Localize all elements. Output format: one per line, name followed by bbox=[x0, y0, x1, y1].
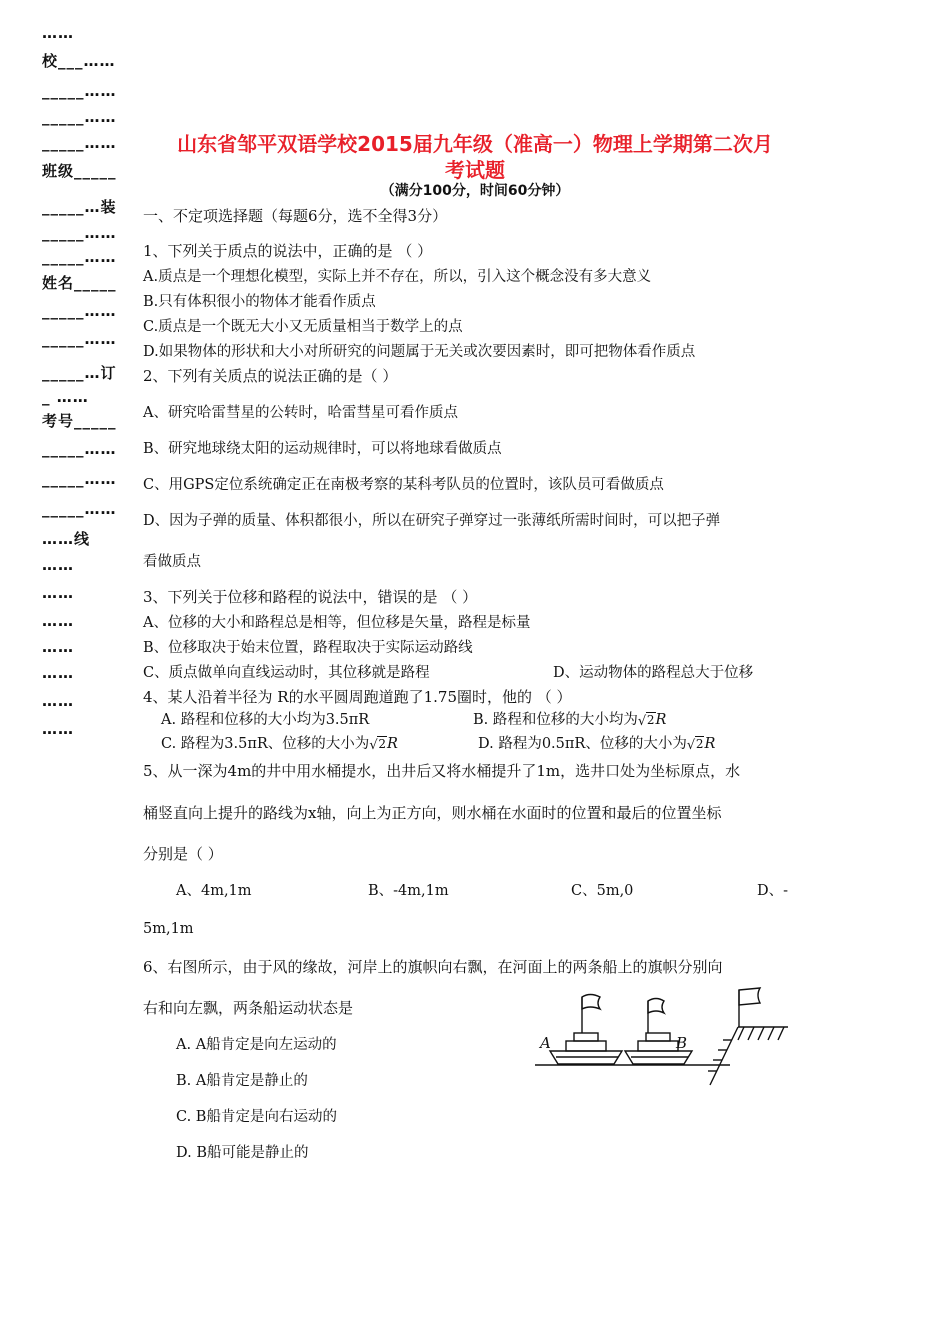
q1-option-b: B.只有体积很小的物体才能看作质点 bbox=[143, 294, 376, 310]
boats-flags-diagram bbox=[530, 985, 795, 1095]
q2-option-c: C、用GPS定位系统确定正在南极考察的某科考队员的位置时，该队员可看做质点 bbox=[143, 477, 664, 493]
q2-option-d: D、因为子弹的质量、体积都很小，所以在研究子弹穿过一张薄纸所需时间时，可以把子弹 bbox=[143, 513, 721, 529]
margin-line: _____…… bbox=[42, 500, 117, 518]
q2-option-a: A、研究哈雷彗星的公转时，哈雷彗星可看作质点 bbox=[143, 405, 458, 421]
q4-option-a: A. 路程和位移的大小均为3.5πR bbox=[161, 712, 370, 728]
margin-line: …… bbox=[42, 664, 74, 682]
q4-option-c: C. 路程为3.5πR、位移的大小为√ 2R bbox=[161, 732, 398, 753]
q5-option-a: A、4m,1m bbox=[176, 883, 252, 899]
q3-option-a: A、位移的大小和路程总是相等，但位移是矢量，路程是标量 bbox=[143, 615, 531, 631]
section-heading: 一、不定项选择题（每题6分，选不全得3分） bbox=[143, 207, 448, 225]
q6-line2: 右和向左飘，两条船运动状态是 bbox=[143, 999, 354, 1017]
margin-line: _____…… bbox=[42, 330, 117, 348]
boat-b-flag bbox=[648, 999, 664, 1014]
shore-flag bbox=[739, 988, 760, 1005]
margin-line: …… bbox=[42, 556, 74, 574]
margin-line: …… bbox=[42, 24, 74, 42]
margin-line: …… bbox=[42, 638, 74, 656]
margin-line: 考号_____ bbox=[42, 412, 117, 430]
q5-line1: 5、从一深为4m的井中用水桶提水，出井后又将水桶提升了1m，选井口处为坐标原点，水 bbox=[143, 762, 741, 780]
q1-option-c: C.质点是一个既无大小又无质量相当于数学上的点 bbox=[143, 319, 463, 335]
margin-line: _____…… bbox=[42, 108, 117, 126]
q3-option-d: D、运动物体的路程总大于位移 bbox=[553, 665, 754, 681]
q5-option-c: C、5m,0 bbox=[571, 883, 634, 899]
margin-line: _____…… bbox=[42, 224, 117, 242]
q5-line3: 分别是（ ） bbox=[143, 845, 223, 863]
margin-line: 校___…… bbox=[42, 52, 116, 70]
q2-stem: 2、下列有关质点的说法正确的是（ ） bbox=[143, 367, 398, 385]
margin-line: _ …… bbox=[42, 388, 89, 406]
q5-option-d: D、- bbox=[757, 883, 789, 899]
margin-line: _____…… bbox=[42, 82, 117, 100]
q6-option-a: A. A船肯定是向左运动的 bbox=[176, 1037, 337, 1053]
margin-line: 姓名_____ bbox=[42, 274, 117, 292]
q4-stem: 4、某人沿着半径为 R的水平圆周跑道跑了1.75圈时，他的 （ ） bbox=[143, 688, 572, 706]
q3-option-b: B、位移取决于始末位置，路程取决于实际运动路线 bbox=[143, 640, 473, 656]
q6-line1: 6、右图所示，由于风的缘故，河岸上的旗帜向右飘，在河面上的两条船上的旗帜分别向 bbox=[143, 958, 723, 976]
margin-line: _____…装 bbox=[42, 198, 117, 216]
margin-line: …… bbox=[42, 720, 74, 738]
q1-option-d: D.如果物体的形状和大小对所研究的问题属于无关或次要因素时，即可把物体看作质点 bbox=[143, 344, 696, 360]
q4-option-d: D. 路程为0.5πR、位移的大小为√ 2R bbox=[478, 732, 715, 753]
margin-line: _____…订 bbox=[42, 364, 117, 382]
margin-line: _____…… bbox=[42, 302, 117, 320]
margin-line: _____…… bbox=[42, 470, 117, 488]
q6-option-b: B. A船肯定是静止的 bbox=[176, 1073, 308, 1089]
q1-option-a: A.质点是一个理想化模型，实际上并不存在，所以，引入这个概念没有多大意义 bbox=[143, 269, 652, 285]
boat-a bbox=[550, 995, 622, 1065]
margin-line: …… bbox=[42, 584, 74, 602]
boat-a-flag bbox=[582, 995, 600, 1010]
shore-bank bbox=[708, 988, 788, 1085]
q4-option-b: B. 路程和位移的大小均为√ 2R bbox=[473, 708, 666, 729]
q1-stem: 1、下列关于质点的说法中，正确的是 （ ） bbox=[143, 242, 433, 260]
q3-stem: 3、下列关于位移和路程的说法中，错误的是 （ ） bbox=[143, 588, 478, 606]
exam-subtitle: （满分100分，时间60分钟） bbox=[380, 183, 570, 199]
exam-title-line2: 考试题 bbox=[445, 158, 505, 182]
margin-line: 班级_____ bbox=[42, 162, 117, 180]
margin-line: …… bbox=[42, 692, 74, 710]
q5-option-d-cont: 5m,1m bbox=[143, 921, 194, 937]
label-b: B bbox=[676, 1034, 688, 1052]
margin-line: _____…… bbox=[42, 440, 117, 458]
q2-option-b: B、研究地球绕太阳的运动规律时，可以将地球看做质点 bbox=[143, 441, 502, 457]
q5-option-b: B、-4m,1m bbox=[368, 883, 449, 899]
label-a: A bbox=[540, 1034, 551, 1052]
boat-b bbox=[625, 999, 692, 1065]
q5-line2: 桶竖直向上提升的路线为x轴，向上为正方向，则水桶在水面时的位置和最后的位置坐标 bbox=[143, 804, 722, 822]
exam-title-line1: 山东省邹平双语学校2015届九年级（准高一）物理上学期第二次月 bbox=[177, 132, 773, 156]
margin-line: _____…… bbox=[42, 134, 117, 152]
q6-option-d: D. B船可能是静止的 bbox=[176, 1145, 309, 1161]
margin-line: _____…… bbox=[42, 248, 117, 266]
q3-option-c: C、质点做单向直线运动时，其位移就是路程 bbox=[143, 665, 430, 681]
margin-line: …… bbox=[42, 612, 74, 630]
q6-option-c: C. B船肯定是向右运动的 bbox=[176, 1109, 337, 1125]
margin-line: ……线 bbox=[42, 530, 91, 548]
q2-option-d-cont: 看做质点 bbox=[143, 554, 201, 570]
